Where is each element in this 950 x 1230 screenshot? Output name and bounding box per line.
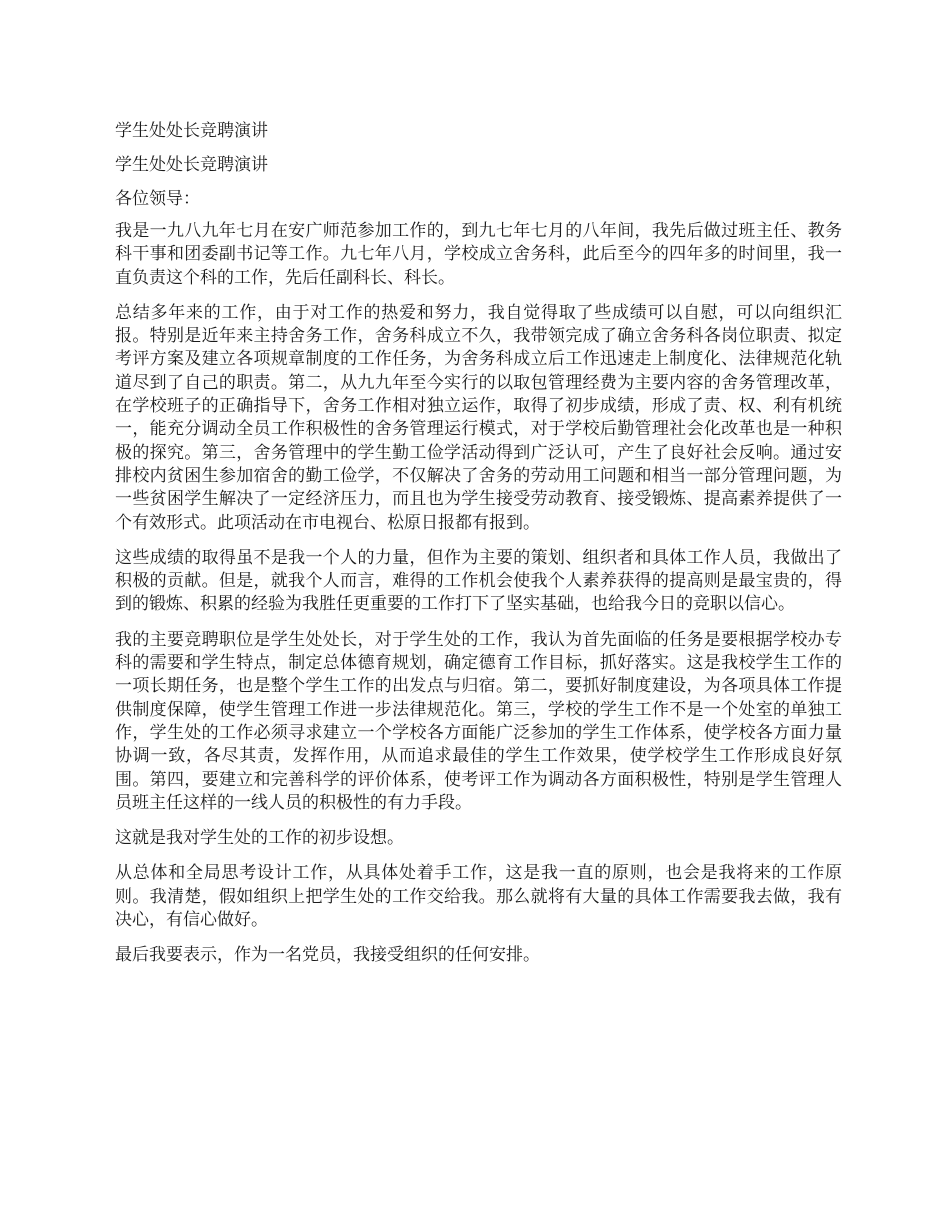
paragraph-principles: 从总体和全局思考设计工作，从具体处着手工作，这是我一直的原则，也会是我将来的工作原则。我清楚，假如组织上把学生处的工作交给我。那么就将有大量的具体工作需要我去做，我有决心，有信心做好。	[115, 863, 842, 931]
document-title: 学生处处长竞聘演讲	[115, 121, 268, 141]
document-subtitle: 学生处处长竞聘演讲	[115, 155, 268, 175]
paragraph-plans: 我的主要竞聘职位是学生处处长，对于学生处的工作，我认为首先面临的任务是要根据学校办专科的需要和学生特点，制定总体德育规划，确定德育工作目标，抓好落实。这是我校学生工作的一项长期任务，也是整个学生工作的出发点与归宿。第二，要抓好制度建设，为各项具体工作提供制度保障，使学生管理工作进一步法律规范化。第三，学校的学生工作不是一个处室的单独工作，学生处的工作必须寻求建立一个学校各方面能广泛参加的学生工作体系，使学校各方面力量协调一致，各尽其责，发挥作用，从而追求最佳的学生工作效果，使学校学生工作形成良好氛围。第四，要建立和完善科学的评价体系，使考评工作为调动各方面积极性，特别是学生管理人员班主任这样的一线人员的积极性的有力手段。	[115, 629, 842, 813]
paragraph-achievements: 总结多年来的工作，由于对工作的热爱和努力，我自觉得取了些成绩可以自慰，可以向组织汇报。特别是近年来主持舍务工作，舍务科成立不久，我带领完成了确立舍务科各岗位职责、拟定考评方案及建立各项规章制度的工作任务，为舍务科成立后工作迅速走上制度化、法律规范化轨道尽到了自己的职责。第二，从九九年至今实行的以取包管理经费为主要内容的舍务管理改革，在学校班子的正确指导下，舍务工作相对独立运作，取得了初步成绩，形成了责、权、利有机统一，能充分调动全员工作积极性的舍务管理运行模式，对于学校后勤管理社会化改革也是一种积极的探究。第三，舍务管理中的学生勤工俭学活动得到广泛认可，产生了良好社会反响。通过安排校内贫困生参加宿舍的勤工俭学，不仅解决了舍务的劳动用工问题和相当一部分管理问题，为一些贫困学生解决了一定经济压力，而且也为学生接受劳动教育、接受锻炼、提高素养提供了一个有效形式。此项活动在市电视台、松原日报都有报到。	[115, 302, 842, 533]
document-page	[115, 118, 842, 980]
paragraph-background: 我是一九八九年七月在安广师范参加工作的，到九七年七月的八年间，我先后做过班主任、教务科干事和团委副书记等工作。九七年八月，学校成立舍务科，此后至今的四年多的时间里，我一直负责这个科的工作，先后任副科长、科长。	[115, 221, 842, 288]
paragraph-contribution: 这些成绩的取得虽不是我一个人的力量，但作为主要的策划、组织者和具体工作人员，我做出了积极的贡献。但是，就我个人而言，难得的工作机会使我个人素养获得的提高则是最宝贵的，得到的锻炼、积累的经验为我胜任更重要的工作打下了坚实基础，也给我今日的竞职以信心。	[115, 547, 842, 615]
paragraph-summary: 这就是我对学生处的工作的初步设想。	[115, 828, 404, 849]
paragraph-closing: 最后我要表示，作为一名党员，我接受组织的任何安排。	[115, 945, 540, 966]
salutation: 各位领导：	[115, 189, 200, 209]
